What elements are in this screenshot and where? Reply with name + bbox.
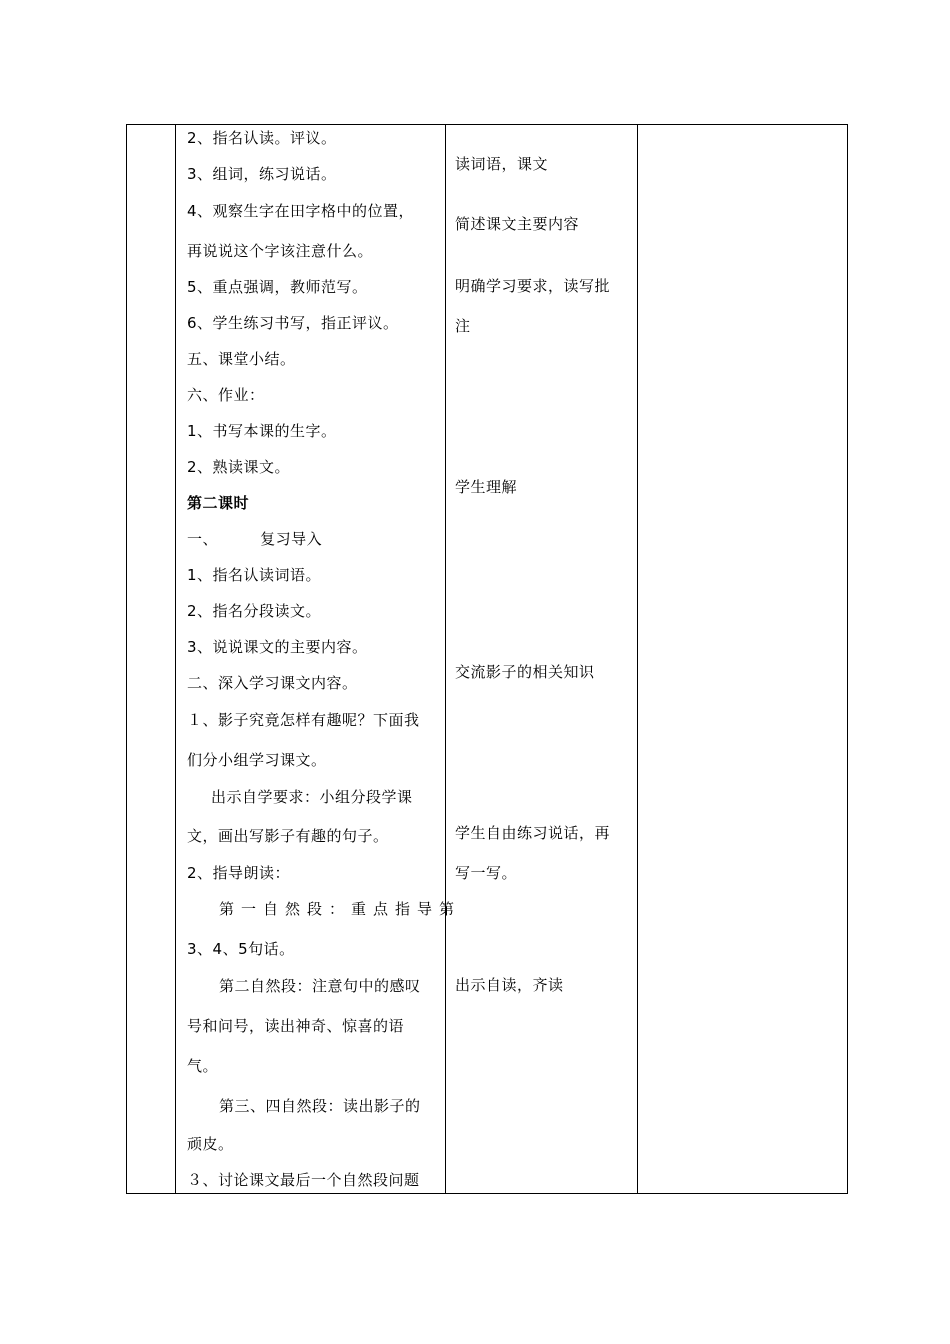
teaching-line: 号和问号，读出神奇、惊喜的语	[187, 1017, 405, 1035]
teaching-line: 们分小组学习课文。	[187, 751, 327, 769]
teaching-line: 第一自然段：重点指导第	[219, 900, 462, 918]
column-divider-3	[637, 125, 638, 1193]
student-line: 明确学习要求，读写批	[455, 277, 611, 295]
teaching-line: 一、 复习导入	[187, 530, 323, 548]
teaching-line: 五、课堂小结。	[187, 350, 296, 368]
teaching-line: 出示自学要求：小组分段学课	[211, 788, 413, 806]
student-line: 交流影子的相关知识	[455, 663, 595, 681]
teaching-line: 4、观察生字在田字格中的位置，	[187, 202, 415, 220]
student-line: 出示自读，齐读	[455, 976, 564, 994]
teaching-line: 3、4、5句话。	[187, 940, 295, 958]
student-line: 写一写。	[455, 864, 518, 882]
teaching-line: 2、指名认读。评议。	[187, 129, 337, 147]
teaching-line: 顽皮。	[187, 1135, 234, 1153]
student-line: 注	[455, 317, 471, 335]
teaching-line: 2、熟读课文。	[187, 458, 291, 476]
teaching-line: 第三、四自然段：读出影子的	[219, 1097, 421, 1115]
teaching-line: 二、深入学习课文内容。	[187, 674, 358, 692]
teaching-line: 6、学生练习书写，指正评议。	[187, 314, 399, 332]
lesson-heading: 第二课时	[187, 494, 250, 512]
lesson-plan-table	[126, 124, 848, 1194]
teaching-line: １、影子究竟怎样有趣呢？下面我	[187, 711, 420, 729]
teaching-line: 3、组词，练习说话。	[187, 165, 337, 183]
teaching-line: 第二自然段：注意句中的感叹	[219, 977, 421, 995]
teaching-line: 再说说这个字该注意什么。	[187, 242, 374, 260]
teaching-line: 六、作业：	[187, 386, 265, 404]
student-line: 读词语，课文	[455, 155, 549, 173]
teaching-line: 文，画出写影子有趣的句子。	[187, 827, 389, 845]
student-line: 学生理解	[455, 478, 518, 496]
teaching-line: 2、指名分段读文。	[187, 602, 322, 620]
teaching-line: 气。	[187, 1057, 219, 1075]
teaching-line: 1、书写本课的生字。	[187, 422, 337, 440]
teaching-line: 3、说说课文的主要内容。	[187, 638, 368, 656]
student-line: 简述课文主要内容	[455, 215, 580, 233]
column-divider-1	[175, 125, 176, 1193]
teaching-line: 1、指名认读词语。	[187, 566, 322, 584]
column-divider-2	[445, 125, 446, 1193]
teaching-line: 2、指导朗读：	[187, 864, 291, 882]
student-line: 学生自由练习说话，再	[455, 824, 611, 842]
teaching-line: 5、重点强调，教师范写。	[187, 278, 368, 296]
teaching-line: ３、讨论课文最后一个自然段问题	[187, 1171, 420, 1189]
